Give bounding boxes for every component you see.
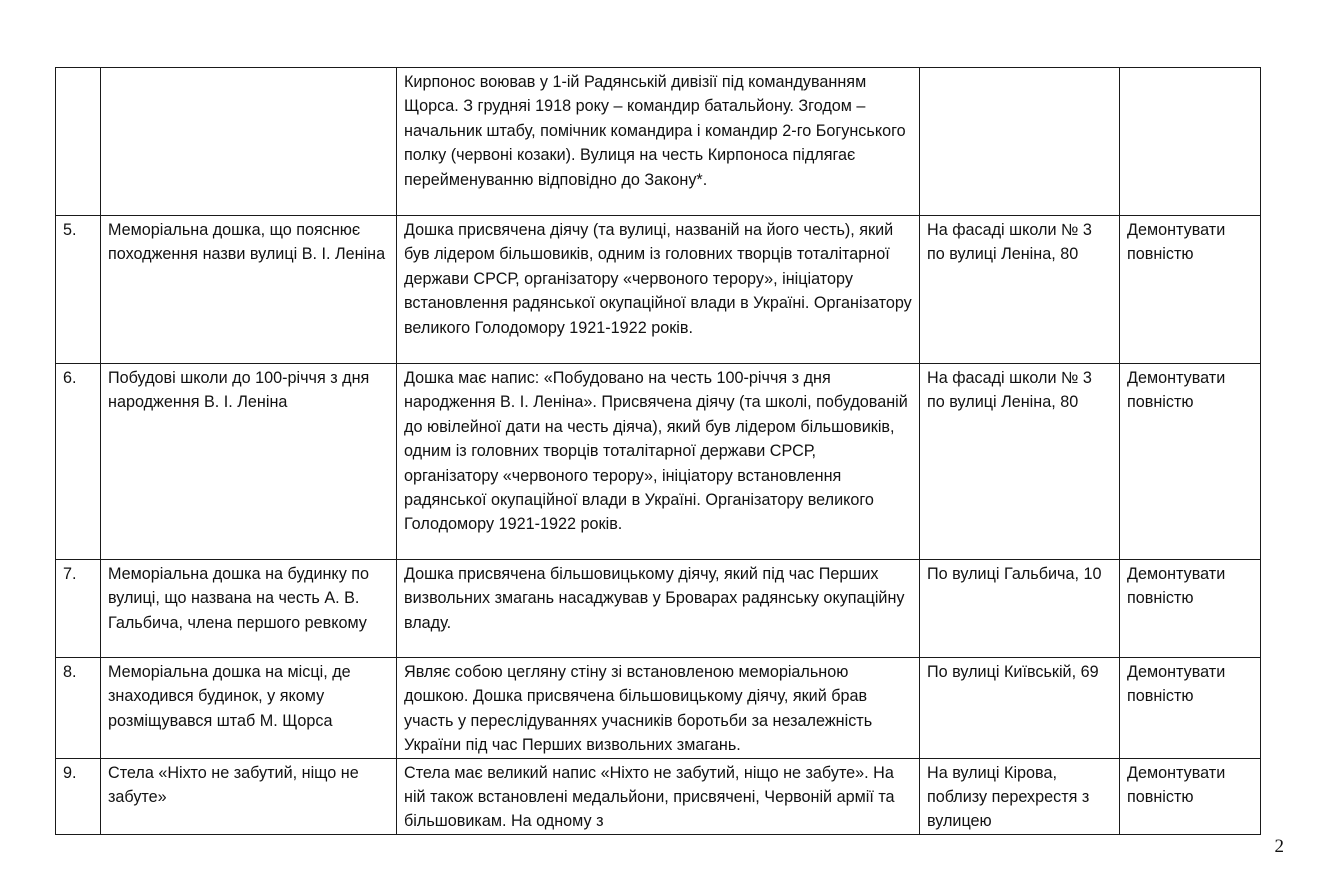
required-action: Демонтувати повністю (1120, 364, 1261, 560)
object-name: Меморіальна дошка, що пояснює походження назви вулиці В. І. Леніна (101, 216, 397, 364)
object-location (920, 68, 1120, 216)
object-location: На фасаді школи № 3 по вулиці Леніна, 80 (920, 216, 1120, 364)
required-action: Демонтувати повністю (1120, 658, 1261, 759)
page-number: 2 (1274, 836, 1284, 857)
object-location: По вулиці Київській, 69 (920, 658, 1120, 759)
table-row (56, 758, 1261, 834)
object-location: На вулиці Кірова, поблизу перехрестя з вулицею (920, 758, 1120, 834)
object-name: Меморіальна дошка на будинку по вулиці, що названа на честь А. В. Гальбича, члена першого ревкому (101, 560, 397, 658)
object-location: На фасаді школи № 3 по вулиці Леніна, 80 (920, 364, 1120, 560)
object-description: Дошка присвячена діячу (та вулиці, названій на його честь), який був лідером більшовиків, одним із головних творців тоталітарної держави СРСР, організатору «червоного терору», ініціатору встановлення радянської окупаційної влади в Україні. Організатору великого Голодомору 1921-1922 років. (397, 216, 920, 364)
row-number: 9. (56, 758, 101, 834)
object-description: Дошка присвячена більшовицькому діячу, який під час Перших визвольних змагань насаджував у Броварах радянську окупаційну владу. (397, 560, 920, 658)
required-action (1120, 68, 1261, 216)
object-location: По вулиці Гальбича, 10 (920, 560, 1120, 658)
required-action: Демонтувати повністю (1120, 758, 1261, 834)
table-row (56, 68, 1261, 216)
row-number (56, 68, 101, 216)
object-name: Стела «Ніхто не забутий, ніщо не забуте» (101, 758, 397, 834)
object-description: Кирпонос воював у 1-ій Радянській дивізії під командуванням Щорса. З грудняі 1918 року – командир батальйону. Згодом – начальник штабу, помічник командира і командир 2-го Богунського полку (червоні козаки). Вулиця на честь Кирпоноса підлягає перейменуванню відповідно до Закону*. (397, 68, 920, 216)
table-row (56, 364, 1261, 560)
table-row (56, 658, 1261, 759)
object-name: Меморіальна дошка на місці, де знаходився будинок, у якому розміщувався штаб М. Щорса (101, 658, 397, 759)
row-number: 5. (56, 216, 101, 364)
required-action: Демонтувати повністю (1120, 216, 1261, 364)
row-number: 8. (56, 658, 101, 759)
row-number: 6. (56, 364, 101, 560)
required-action: Демонтувати повністю (1120, 560, 1261, 658)
object-description: Стела має великий напис «Ніхто не забутий, ніщо не забуте». На ній також встановлені медальйони, присвячені, Червоній армії та більшовикам. На одному з (397, 758, 920, 834)
object-description: Являє собою цегляну стіну зі встановленою меморіальною дошкою. Дошка присвячена більшовицькому діячу, який брав участь у переслідуваннях учасників боротьби за незалежність України під час Перших визвольних змагань. (397, 658, 920, 759)
object-description: Дошка має напис: «Побудовано на честь 100-річчя з дня народження В. І. Леніна». Присвячена діячу (та школі, побудованій до ювілейної дати на честь діяча), який був лідером більшовиків, одним із головних творців тоталітарної держави СРСР, організатору «червоного терору», ініціатору встановлення радянської окупаційної влади в Україні. Організатору великого Голодомору 1921-1922 років. (397, 364, 920, 560)
table-row (56, 560, 1261, 658)
object-name (101, 68, 397, 216)
table-row (56, 216, 1261, 364)
monuments-table (55, 67, 1261, 835)
row-number: 7. (56, 560, 101, 658)
object-name: Побудові школи до 100-річчя з дня народження В. І. Леніна (101, 364, 397, 560)
